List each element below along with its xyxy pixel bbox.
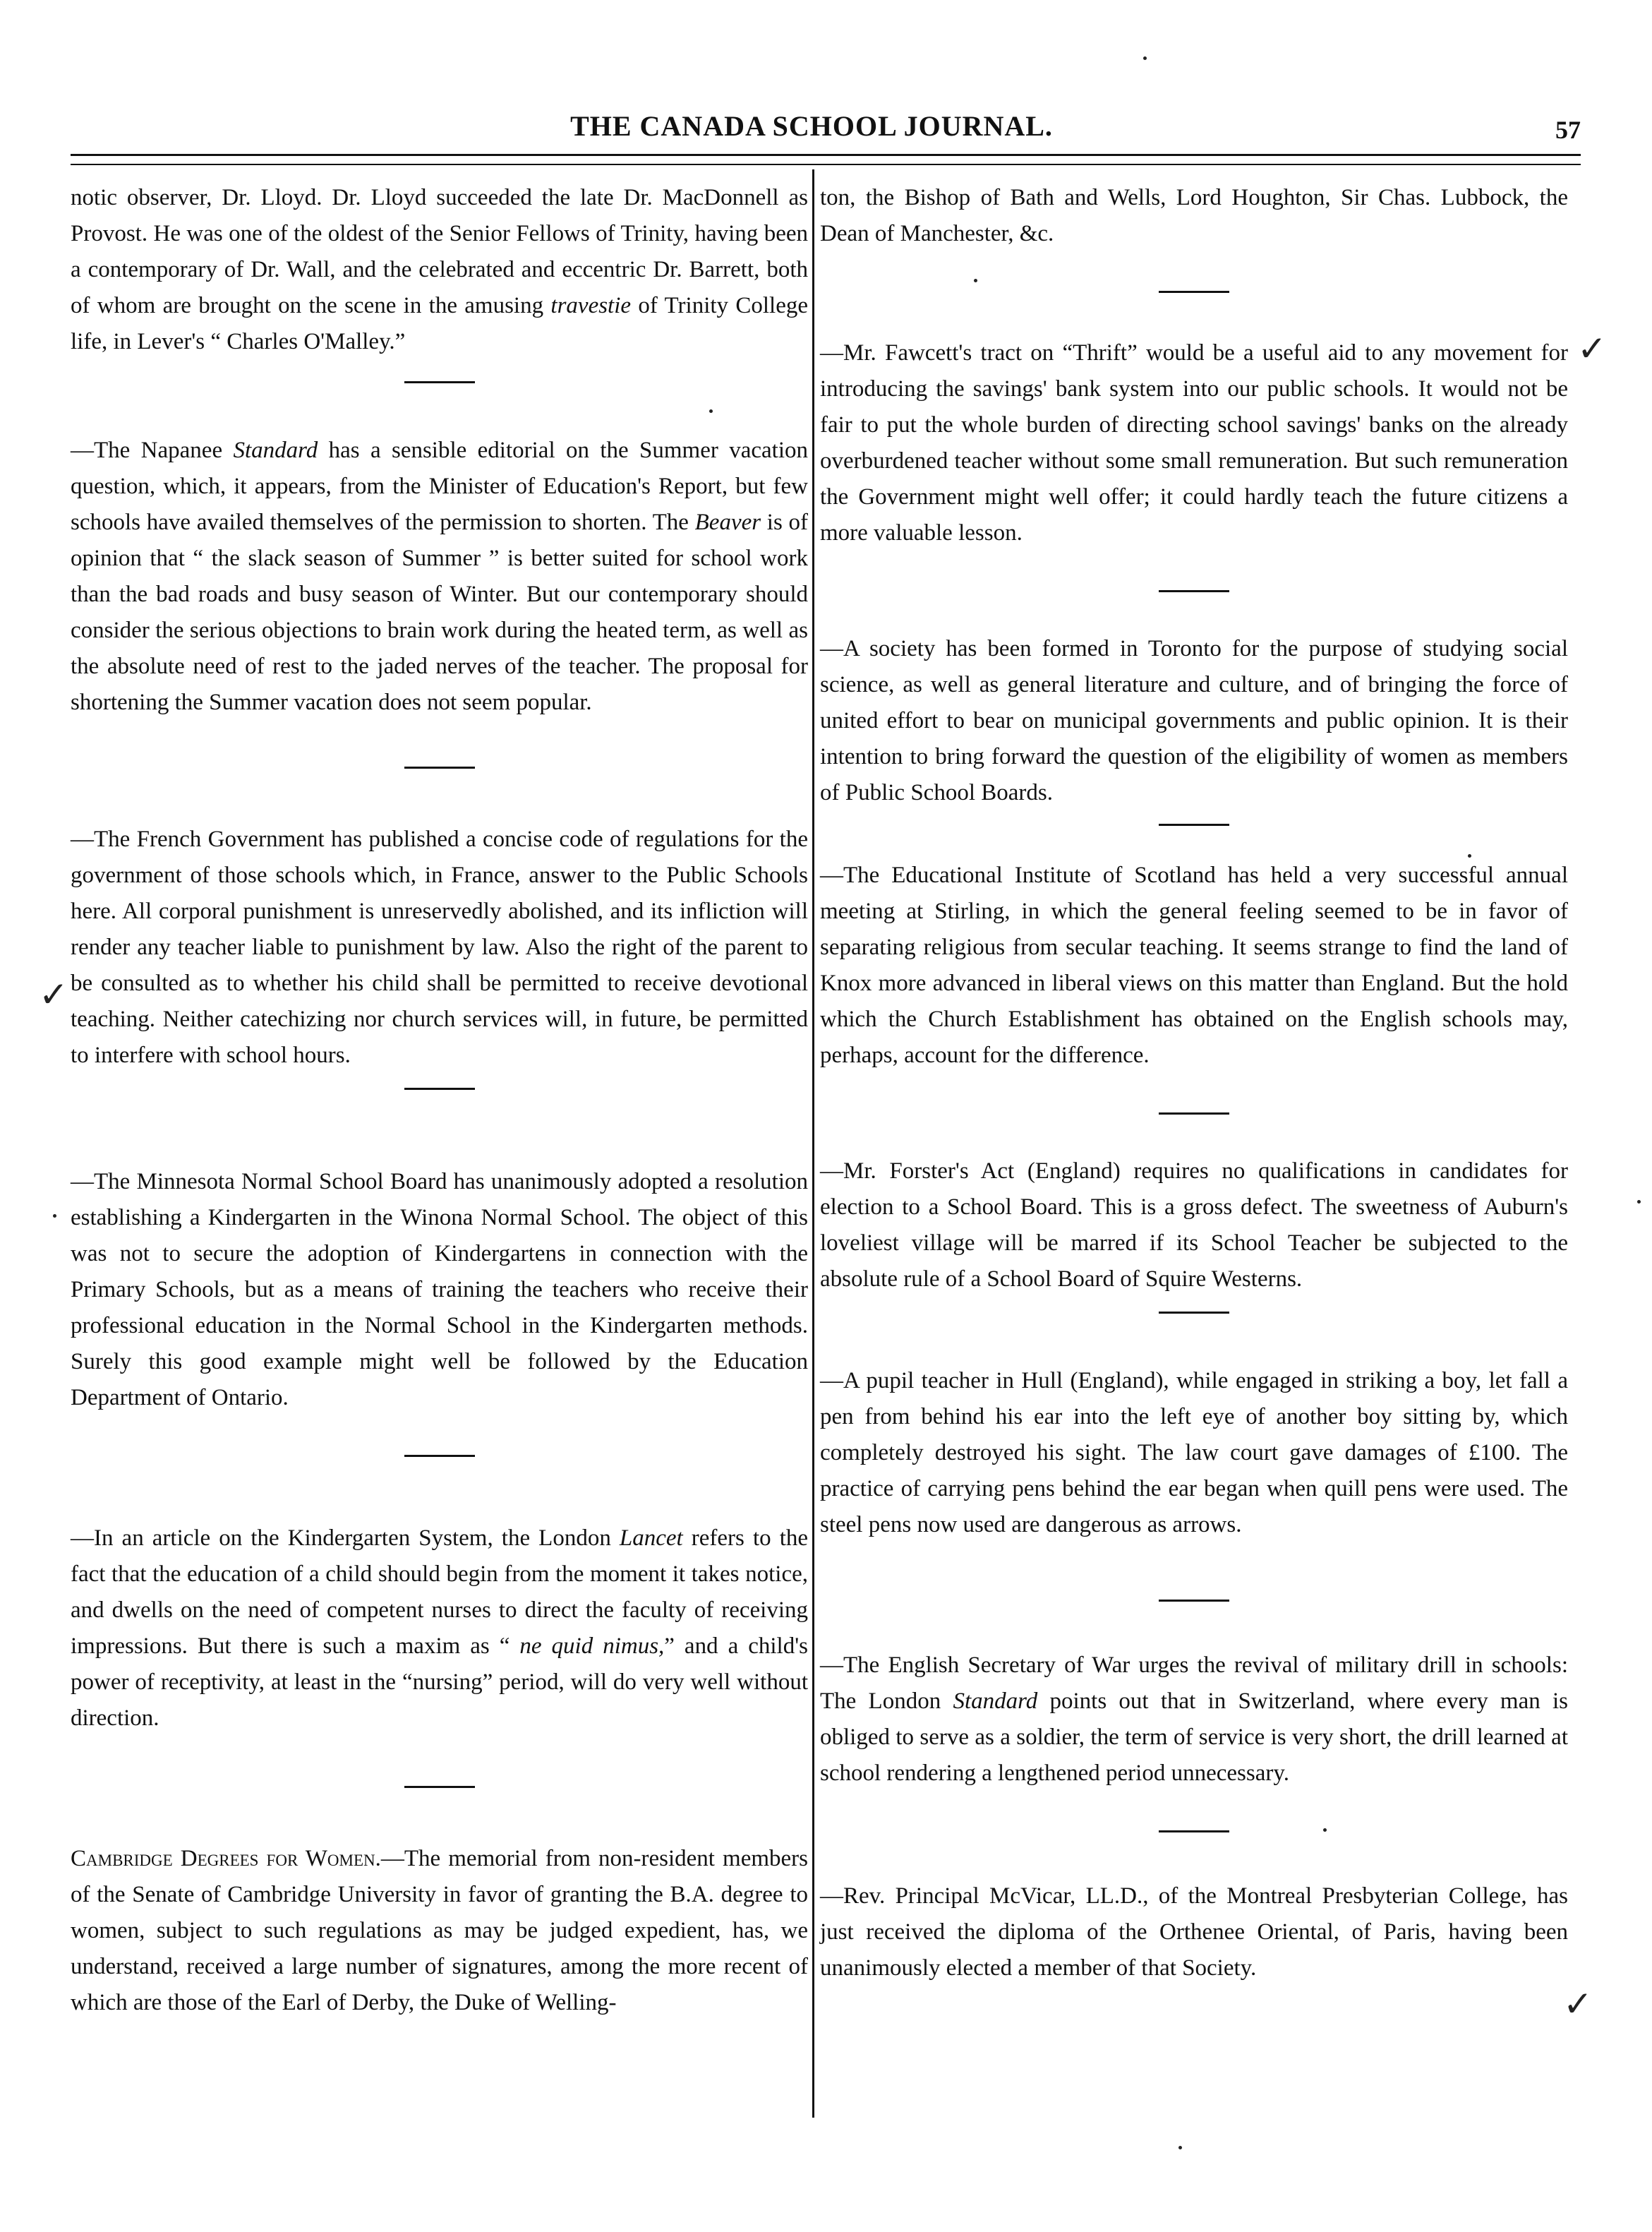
margin-check-mark: ✓ [1563,1984,1593,2024]
section-separator [404,1786,475,1788]
scan-speck [1178,2146,1182,2149]
article-military-drill: —The English Secretary of War urges the revival of military drill in schools: The London Standard points out that in Switzerland, where every man is obliged to serve as a soldier, the term of service is very short, the drill learned at school rendering a lengthened period unnecessary. [820,1652,1568,1786]
header-rule-thin [71,164,1581,165]
section-separator [1159,291,1229,293]
article-minnesota-kindergarten: —The Minnesota Normal School Board has unanimously adopted a resolution establishing a Kindergarten in the Winona Normal School. The object of this was not to secure the adoption of Kindergartens in connection with the Primary Schools, but as a means of training the teachers who receive their professional education in the Normal School in the Kindergarten methods. Surely this good example might well be followed by the Education Department of Ontario. [71,1169,808,1410]
column-divider [812,169,814,2118]
section-separator [404,767,475,769]
section-separator [1159,1312,1229,1314]
scan-speck [974,279,977,282]
right-column [820,180,1568,1986]
article-napanee-standard: —The Napanee Standard has a sensible editorial on the Summer vacation question, which, it appears, from the Minister of Education's Report, but few schools have availed themselves of the permission to shorten. The Beaver is of opinion that “ the slack season of Summer ” is better suited for school work than the bad roads and busy season of Winter. But our contemporary should consider the serious objections to brain work during the heated term, as well as the absolute need of rest to the jaded nerves of the teacher. The proposal for shortening the Summer vacation does not seem popular. [71,438,808,715]
section-separator [1159,1830,1229,1832]
header-rule [71,154,1581,156]
page-header [71,109,1581,152]
journal-title: THE CANADA SCHOOL JOURNAL. [570,110,1053,142]
scan-speck [1637,1200,1641,1204]
scan-speck [1143,56,1147,60]
margin-check-mark: ✓ [39,974,68,1015]
scan-speck [1468,854,1471,858]
left-column [71,180,808,2021]
article-toronto-society: —A society has been formed in Toronto for the purpose of studying social science, as well as general literature and culture, and of bringing the force of united effort to bear on municipal governments and public opinion. It is their intention to bring forward the question of the eligibility of women as members of Public School Boards. [820,636,1568,805]
scan-speck [1323,1828,1327,1832]
article-cambridge-degrees: Cambridge Degrees for Women.—The memorial from non-resident members of the Senate of Cambridge University in favor of granting the B.A. degree to women, subject to such regulations as may be judged expedient, has, we understand, received a large number of signatures, among the more recent of which are those of the Earl of Derby, the Duke of Welling- [71,1846,808,2015]
article-hull-pupil-teacher: —A pupil teacher in Hull (England), while engaged in striking a boy, let fall a pen from behind his ear into the left eye of another boy sitting by, which completely destroyed his sight. The law court gave damages of £100. The practice of carrying pens behind the ear began when quill pens were used. The steel pens now used are dangerous as arrows. [820,1368,1568,1537]
article-fawcett-thrift: —Mr. Fawcett's tract on “Thrift” would be a useful aid to any movement for introducing the savings' bank system into our public schools. It would not be fair to put the whole burden of directing school savings' banks on the already overburdened teacher without some small remuneration. But such remuneration the Government might well offer; it could hardly teach the future citizens a more valuable lesson. [820,340,1568,546]
article-french-government: —The French Government has published a concise code of regulations for the government of those schools which, in France, answer to the Public Schools here. All corporal punishment is unreservedly abolished, and its infliction will render any teacher liable to punishment by law. Also the right of the parent to be consulted as to whether his child shall be permitted to receive devotional teaching. Neither catechizing nor church services will, in future, be permitted to interfere with school hours. [71,827,808,1068]
article-forster-act: —Mr. Forster's Act (England) requires no qualifications in candidates for election to a School Board. This is a gross defect. The sweetness of Auburn's loveliest village will be marred if its School Teacher be subjected to the absolute rule of a School Board of Squire Westerns. [820,1158,1568,1292]
section-separator [1159,590,1229,592]
margin-check-mark: ✓ [1577,328,1607,369]
scan-speck [709,409,713,413]
section-separator [1159,824,1229,826]
article-cambridge-continued: ton, the Bishop of Bath and Wells, Lord Houghton, Sir Chas. Lubbock, the Dean of Manchester, &c. [820,185,1568,246]
page-number: 57 [1555,116,1581,144]
section-separator [1159,1112,1229,1115]
section-separator [1159,1600,1229,1602]
section-separator [404,1088,475,1090]
article-lloyd: notic observer, Dr. Lloyd. Dr. Lloyd succeeded the late Dr. MacDonnell as Provost. He was one of the oldest of the Senior Fellows of Trinity, having been a contemporary of Dr. Wall, and the celebrated and eccentric Dr. Barrett, both of whom are brought on the scene in the amusing travestie of Trinity College life, in Lever's “ Charles O'Malley.” [71,185,808,354]
scan-speck [53,1214,56,1218]
section-separator [404,381,475,383]
article-london-lancet: —In an article on the Kindergarten System, the London Lancet refers to the fact that the education of a child should begin from the moment it takes notice, and dwells on the need of competent nurses to direct the faculty of receiving impressions. But there is such a maxim as “ ne quid nimus,” and a child's power of receptivity, at least in the “nursing” period, will do very well without direction. [71,1525,809,1731]
article-mcvicar: —Rev. Principal McVicar, LL.D., of the Montreal Presbyterian College, has just received the diploma of the Orthenee Oriental, of Paris, having been unanimously elected a member of that Society. [820,1883,1568,1981]
article-scotland-institute: —The Educational Institute of Scotland has held a very successful annual meeting at Stirling, in which the general feeling seemed to be in favor of separating religious from secular teaching. It seems strange to find the land of Knox more advanced in liberal views on this matter than England. But the hold which the Church Establishment has obtained on the English schools may, perhaps, account for the difference. [820,863,1568,1068]
section-separator [404,1455,475,1457]
